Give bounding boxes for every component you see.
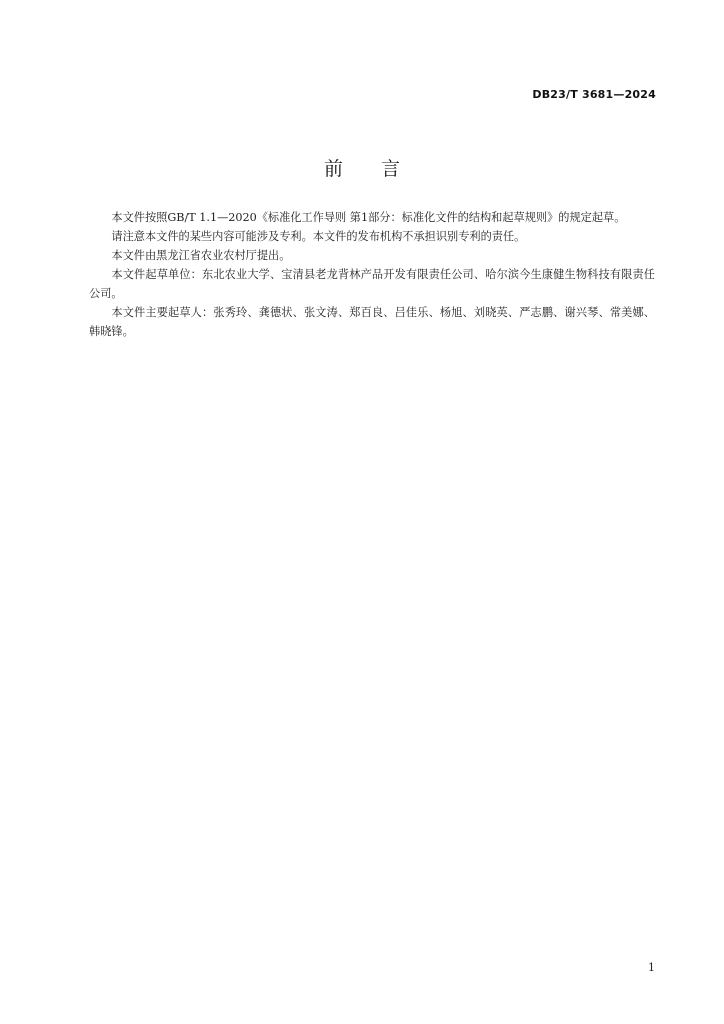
paragraph-drafting-rules: 本文件按照GB/T 1.1—2020《标准化工作导则 第1部分：标准化文件的结构和起草规则》的规定起草。: [111, 211, 626, 224]
paragraph-drafting-units: 本文件起草单位：东北农业大学、宝清县老龙背林产品开发有限责任公司、哈尔滨今生康健生物科技有限责任公司。: [89, 268, 655, 300]
foreword-body: [89, 208, 655, 341]
paragraph-drafters: 本文件主要起草人：张秀玲、龚德状、张文涛、郑百良、吕佳乐、杨旭、刘晓英、严志鹏、谢兴琴、常美娜、韩晓锋。: [89, 306, 655, 338]
paragraph-patent-notice: 请注意本文件的某些内容可能涉及专利。本文件的发布机构不承担识别专利的责任。: [111, 230, 526, 243]
page-title: 前言: [323, 158, 438, 180]
page-number: 1: [648, 961, 655, 974]
document-code: DB23/T 3681—2024: [532, 88, 656, 101]
paragraph-proposer: 本文件由黑龙江省农业农村厅提出。: [111, 249, 291, 262]
